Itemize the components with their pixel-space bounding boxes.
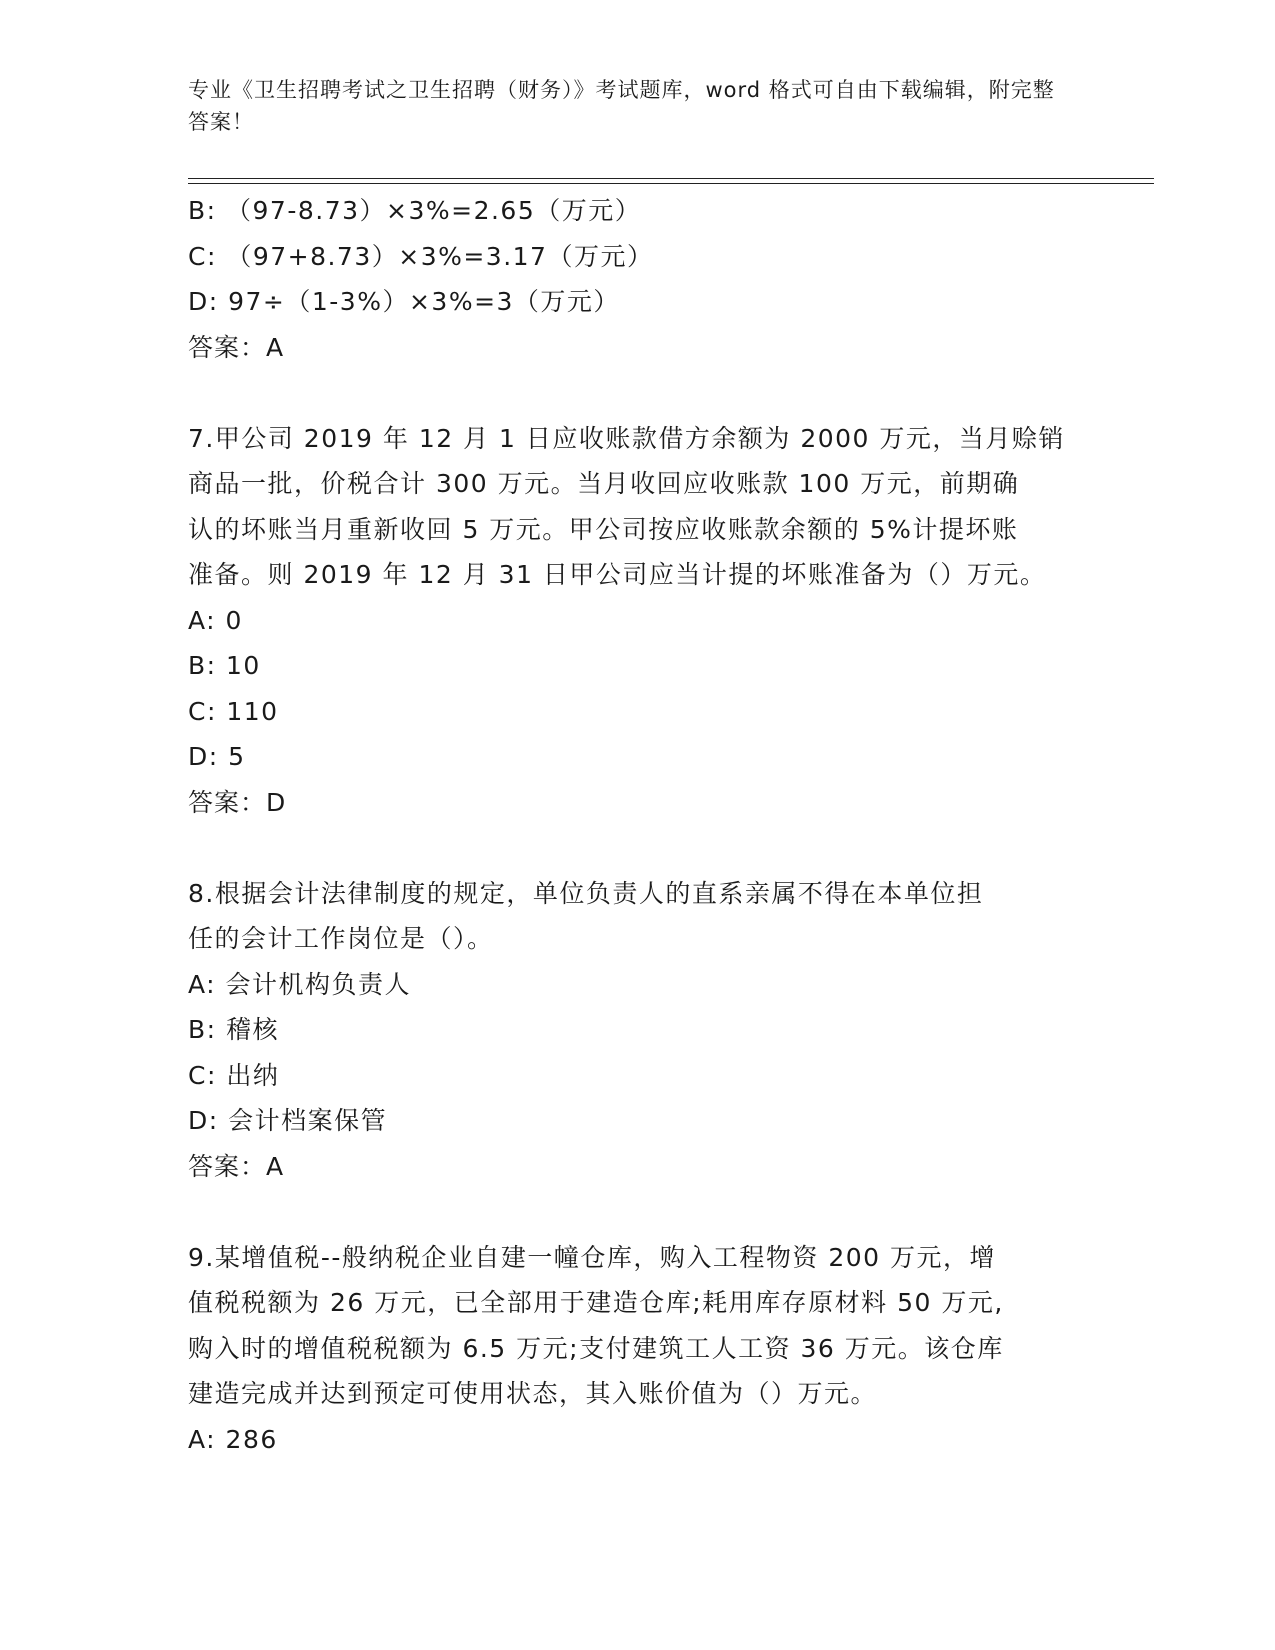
header-divider-top <box>188 178 1154 179</box>
option-a: A: 会计机构负责人 <box>188 969 412 999</box>
option-c: C: 110 <box>188 696 279 726</box>
option-d: D: 会计档案保管 <box>188 1106 388 1135</box>
spacer <box>188 370 1088 416</box>
question-text-line: 任的会计工作岗位是（）。 <box>188 924 494 953</box>
answer-line: 答案：A <box>188 1151 285 1181</box>
question-text-line: 准备。则 2019 年 12 月 31 日甲公司应当计提的坏账准备为（）万元。 <box>188 560 1047 589</box>
question-text-line: 购入时的增值税税额为 6.5 万元;支付建筑工人工资 36 万元。该仓库 <box>188 1333 1004 1363</box>
question-text-line: 建造完成并达到预定可使用状态，其入账价值为（）万元。 <box>188 1379 878 1408</box>
page-header <box>188 74 1068 138</box>
spacer <box>188 825 1088 871</box>
option-b: B: 10 <box>188 651 261 680</box>
question-text-line: 认的坏账当月重新收回 5 万元。甲公司按应收账款余额的 5%计提坏账 <box>188 514 1019 544</box>
question-text-line: 7.甲公司 2019 年 12 月 1 日应收账款借方余额为 2000 万元，当月赊销 <box>188 423 1065 453</box>
header-text: 专业《卫生招聘考试之卫生招聘（财务）》考试题库，word 格式可自由下载编辑，附完整答案！ <box>188 78 1055 134</box>
answer-line: 答案：A <box>188 332 285 362</box>
question-text-line: 9.某增值税--般纳税企业自建一幢仓库，购入工程物资 200 万元，增 <box>188 1242 997 1272</box>
question-7 <box>188 416 1088 826</box>
option-a: A: 286 <box>188 1424 278 1454</box>
option-b: B: 稽核 <box>188 1015 280 1044</box>
answer-line: 答案：D <box>188 787 287 817</box>
previous-question <box>188 188 1088 370</box>
question-8 <box>188 871 1088 1190</box>
option-a: A: 0 <box>188 605 243 635</box>
question-text-line: 8.根据会计法律制度的规定，单位负责人的直系亲属不得在本单位担 <box>188 878 984 908</box>
header-divider-bottom <box>188 183 1154 184</box>
option-d: D: 97÷（1-3%）×3%=3（万元） <box>188 287 620 316</box>
question-text-line: 值税税额为 26 万元，已全部用于建造仓库;耗用库存原材料 50 万元, <box>188 1288 1004 1317</box>
option-b: B: （97-8.73）×3%=2.65（万元） <box>188 196 642 225</box>
spacer <box>188 1189 1088 1235</box>
question-text-line: 商品一批，价税合计 300 万元。当月收回应收账款 100 万元，前期确 <box>188 469 1020 498</box>
option-c: C: 出纳 <box>188 1060 280 1090</box>
question-9 <box>188 1235 1088 1463</box>
question-content <box>188 188 1088 1462</box>
option-c: C: （97+8.73）×3%=3.17（万元） <box>188 241 654 271</box>
option-d: D: 5 <box>188 742 246 771</box>
